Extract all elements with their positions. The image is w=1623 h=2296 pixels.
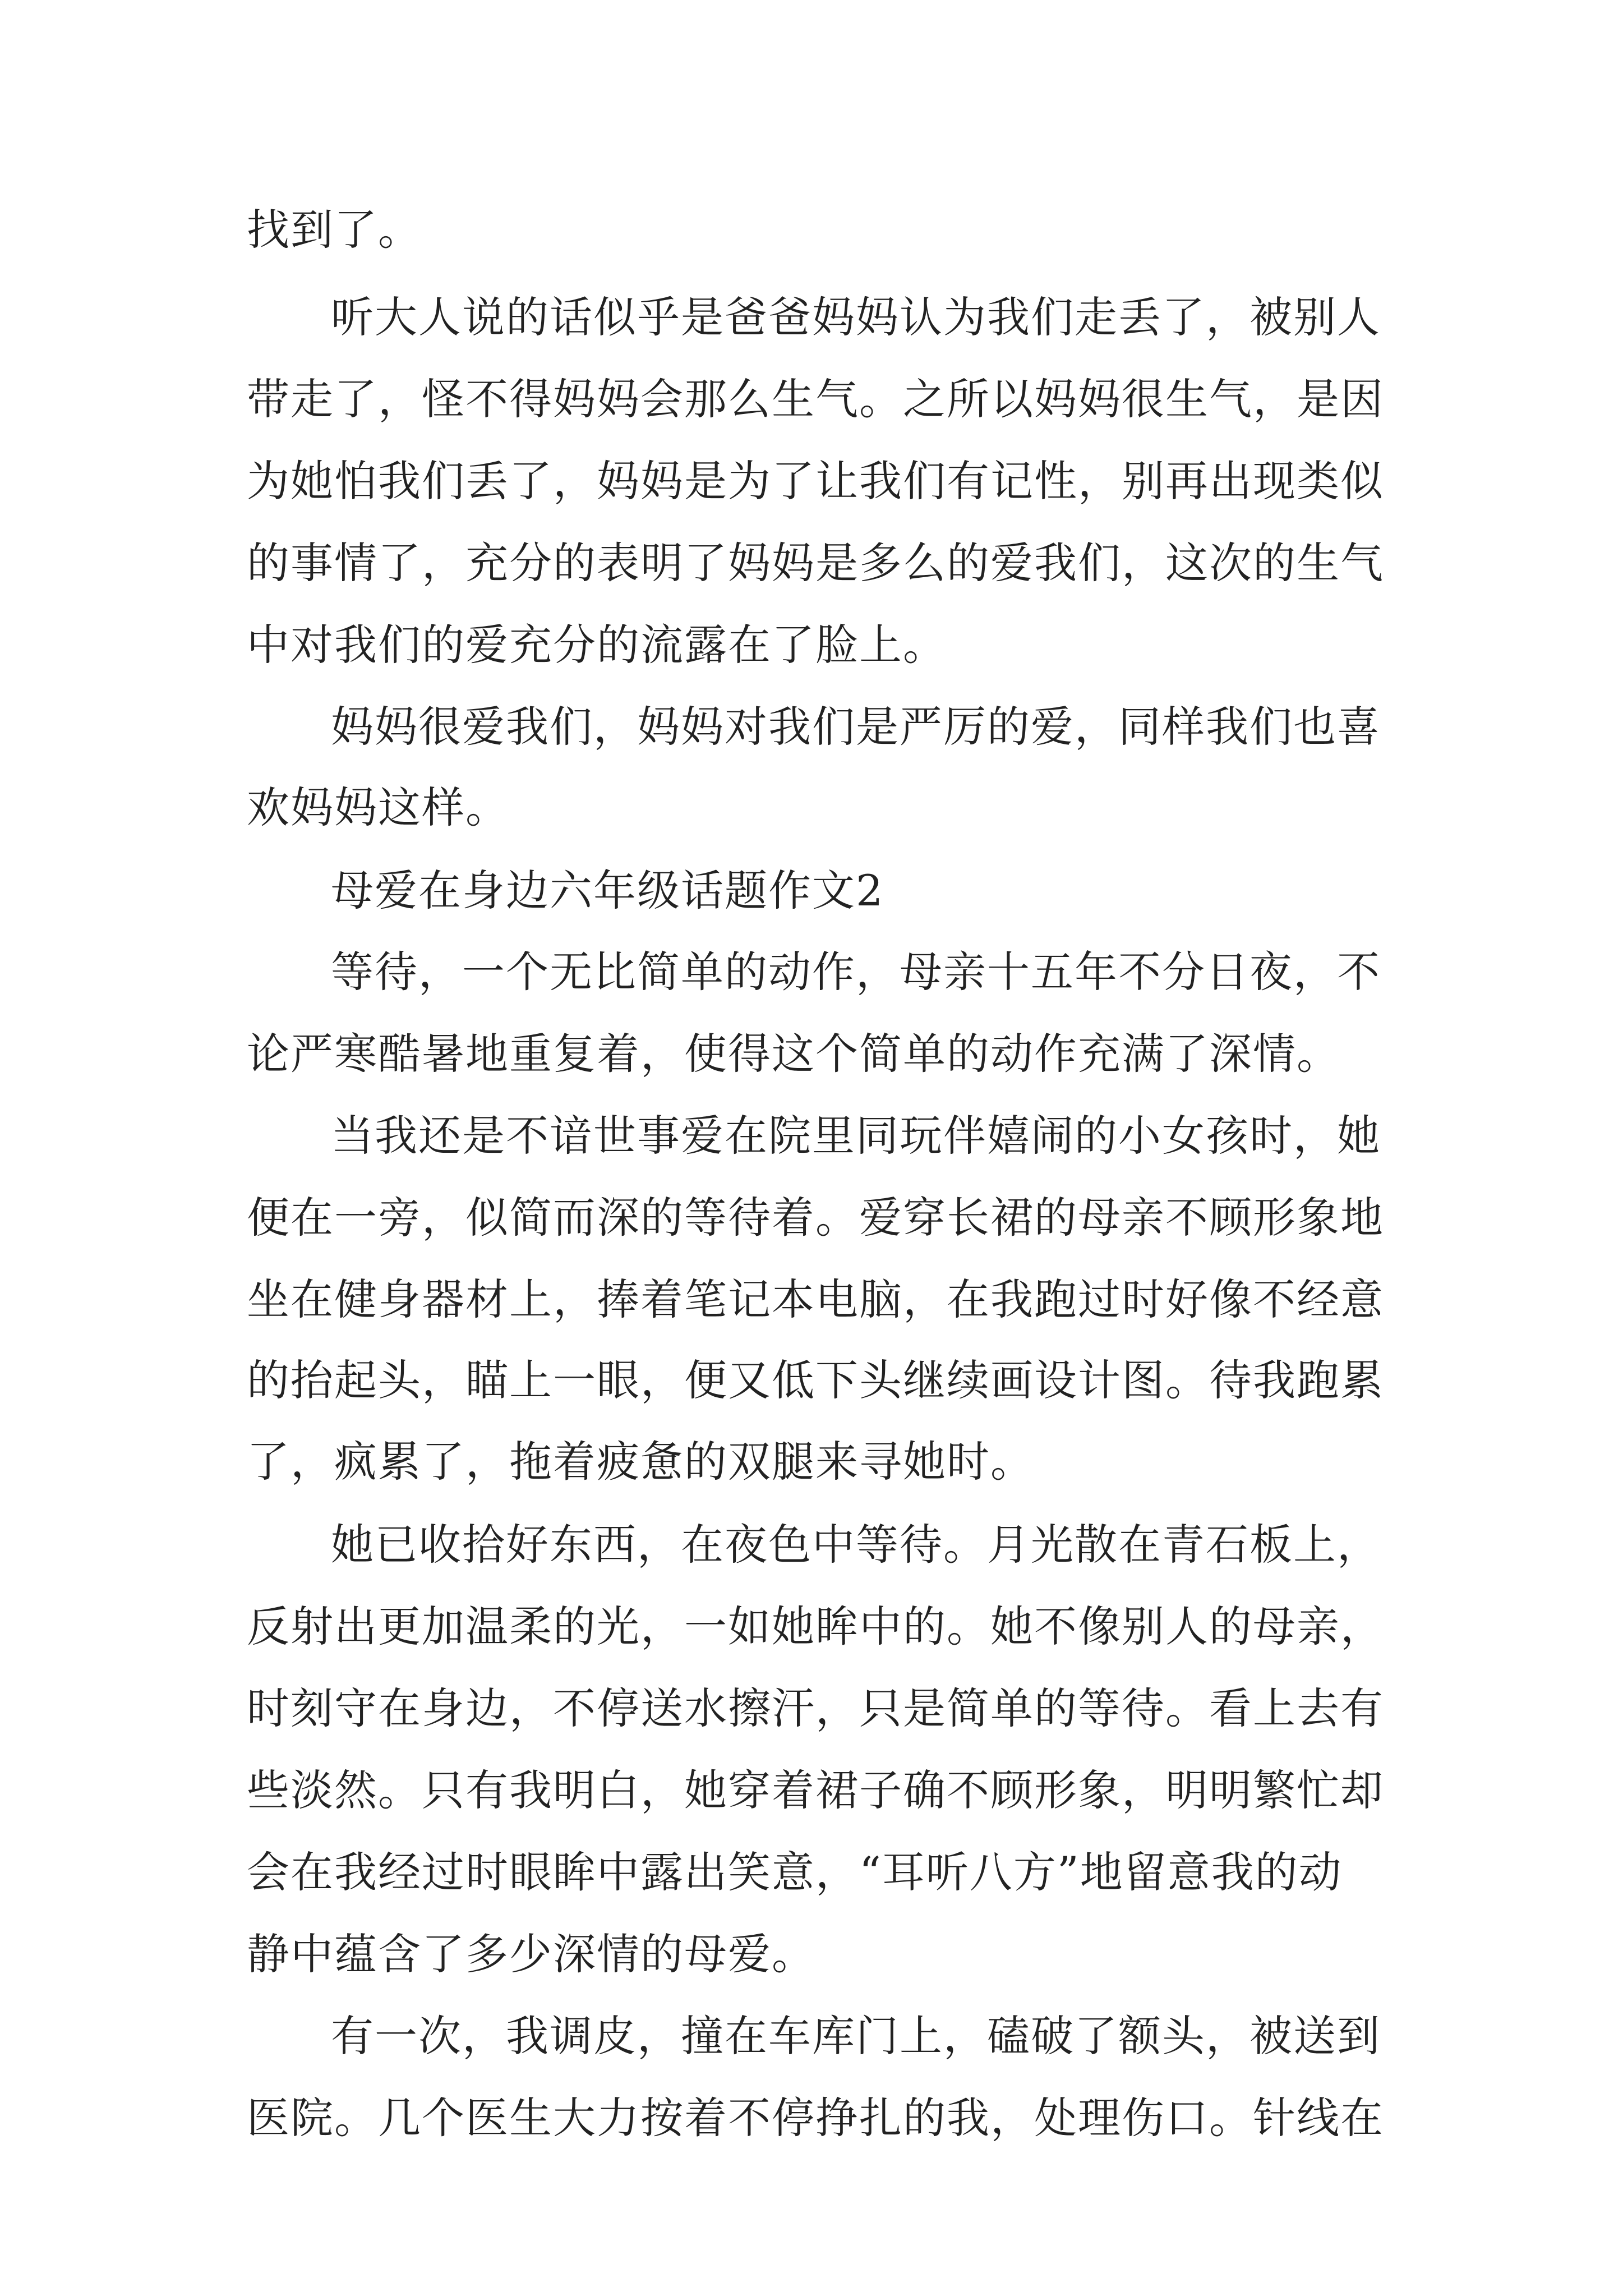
text-line: 中对我们的爱充分的流露在了脸上。: [247, 620, 947, 670]
section-heading: 母爱在身边六年级话题作文2: [331, 866, 884, 915]
text-line: 便在一旁，似简而深的等待着。爱穿长裙的母亲不顾形象地: [247, 1193, 1384, 1243]
text-line: 的事情了，充分的表明了妈妈是多么的爱我们，这次的生气: [247, 538, 1384, 588]
text-line: 妈妈很爱我们，妈妈对我们是严厉的爱，同样我们也喜: [331, 702, 1381, 752]
text-line: 些淡然。只有我明白，她穿着裙子确不顾形象，明明繁忙却: [247, 1765, 1384, 1815]
text-line: 她已收拾好东西，在夜色中等待。月光散在青石板上，: [331, 1520, 1381, 1570]
text-line: 医院。几个医生大力按着不停挣扎的我，处理伤口。针线在: [247, 2093, 1384, 2143]
text-line: 了，疯累了，拖着疲惫的双腿来寻她时。: [247, 1437, 1034, 1487]
text-line: 论严寒酷暑地重复着，使得这个简单的动作充满了深情。: [247, 1029, 1340, 1079]
text-line: 找到了。: [247, 205, 422, 255]
text-line: 为她怕我们丢了，妈妈是为了让我们有记性，别再出现类似: [247, 456, 1384, 506]
text-line: 听大人说的话似乎是爸爸妈妈认为我们走丢了，被别人: [331, 292, 1381, 342]
text-line: 时刻守在身边，不停送水擦汗，只是简单的等待。看上去有: [247, 1683, 1384, 1733]
text-line: 的抬起头，瞄上一眼，便又低下头继续画设计图。待我跑累: [247, 1355, 1384, 1405]
text-line: 欢妈妈这样。: [247, 783, 509, 832]
text-line: 静中蕴含了多少深情的母爱。: [247, 1929, 815, 1979]
text-line: 带走了，怪不得妈妈会那么生气。之所以妈妈很生气，是因: [247, 374, 1384, 424]
text-line: 等待，一个无比简单的动作，母亲十五年不分日夜，不: [331, 947, 1381, 997]
text-line: 会在我经过时眼眸中露出笑意，“耳听八方”地留意我的动: [247, 1847, 1343, 1897]
text-line: 当我还是不谙世事爱在院里同玩伴嬉闹的小女孩时，她: [331, 1111, 1381, 1161]
text-line: 反射出更加温柔的光，一如她眸中的。她不像别人的母亲，: [247, 1602, 1384, 1651]
text-line: 有一次，我调皮，撞在车库门上，磕破了额头，被送到: [331, 2011, 1381, 2061]
text-line: 坐在健身器材上，捧着笔记本电脑，在我跑过时好像不经意: [247, 1274, 1384, 1324]
